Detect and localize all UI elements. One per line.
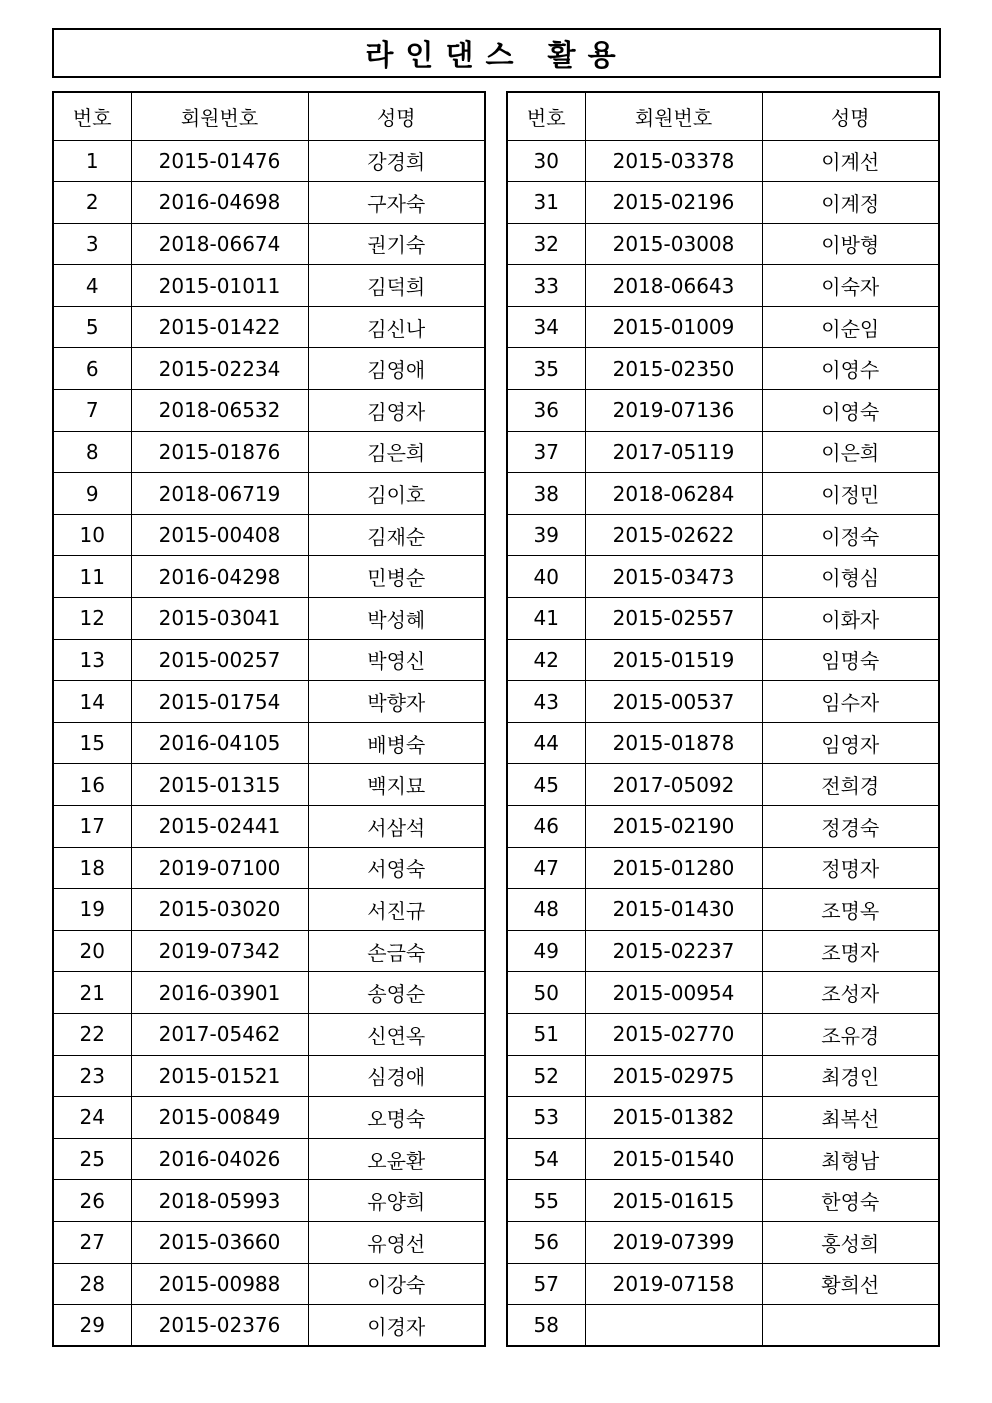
cell-no: 38 [507,473,585,515]
cell-name: 김영자 [308,390,485,432]
cell-member-id: 2015-01521 [131,1055,308,1097]
cell-name: 오명숙 [308,1097,485,1139]
cell-name: 서삼석 [308,806,485,848]
cell-name: 임수자 [762,681,939,723]
cell-name: 박영신 [308,639,485,681]
table-row [507,556,939,598]
cell-name: 조성자 [762,972,939,1014]
cell-no: 3 [53,223,131,265]
cell-member-id: 2016-04698 [131,182,308,224]
cell-no: 49 [507,930,585,972]
table-row [507,598,939,640]
table-row [53,1180,485,1222]
cell-no: 14 [53,681,131,723]
cell-no: 30 [507,140,585,182]
table-row [507,889,939,931]
cell-member-id: 2018-05993 [131,1180,308,1222]
cell-name: 이정민 [762,473,939,515]
cell-no: 22 [53,1013,131,1055]
cell-no: 36 [507,390,585,432]
cell-name: 조명자 [762,930,939,972]
cell-no: 58 [507,1305,585,1347]
cell-member-id [585,1305,762,1347]
cell-member-id: 2016-04105 [131,722,308,764]
cell-no: 31 [507,182,585,224]
cell-name: 한영숙 [762,1180,939,1222]
cell-no: 29 [53,1305,131,1347]
cell-no: 44 [507,722,585,764]
cell-no: 26 [53,1180,131,1222]
table-row [507,306,939,348]
cell-no: 56 [507,1221,585,1263]
cell-member-id: 2015-00849 [131,1097,308,1139]
cell-no: 33 [507,265,585,307]
cell-member-id: 2015-01878 [585,722,762,764]
table-row [507,431,939,473]
table-row [507,265,939,307]
cell-name: 김은희 [308,431,485,473]
table-row [53,1305,485,1347]
cell-member-id: 2015-01876 [131,431,308,473]
cell-no: 19 [53,889,131,931]
table-row [507,348,939,390]
table-row [53,1221,485,1263]
cell-no: 8 [53,431,131,473]
cell-name: 오윤환 [308,1138,485,1180]
header-no: 번호 [53,92,131,140]
table-row [507,972,939,1014]
cell-member-id: 2015-01615 [585,1180,762,1222]
cell-no: 41 [507,598,585,640]
cell-name: 김덕희 [308,265,485,307]
table-row [53,514,485,556]
cell-name: 서진규 [308,889,485,931]
cell-no: 39 [507,514,585,556]
cell-no: 12 [53,598,131,640]
cell-member-id: 2015-01382 [585,1097,762,1139]
cell-no: 18 [53,847,131,889]
cell-no: 6 [53,348,131,390]
document-title-box [52,28,941,78]
cell-name: 배병숙 [308,722,485,764]
cell-no: 54 [507,1138,585,1180]
cell-member-id: 2015-02196 [585,182,762,224]
cell-no: 17 [53,806,131,848]
cell-member-id: 2017-05462 [131,1013,308,1055]
table-row [53,847,485,889]
cell-member-id: 2015-01519 [585,639,762,681]
table-row [53,473,485,515]
cell-name: 이영수 [762,348,939,390]
cell-member-id: 2015-00537 [585,681,762,723]
cell-name: 김신나 [308,306,485,348]
table-row [53,806,485,848]
cell-member-id: 2015-01009 [585,306,762,348]
table-row [53,306,485,348]
header-member-id: 회원번호 [585,92,762,140]
cell-no: 5 [53,306,131,348]
cell-member-id: 2015-00257 [131,639,308,681]
cell-no: 51 [507,1013,585,1055]
cell-member-id: 2018-06532 [131,390,308,432]
table-row [507,1097,939,1139]
member-table-left [52,91,486,1347]
header-no: 번호 [507,92,585,140]
cell-name: 황희선 [762,1263,939,1305]
header-row [507,92,939,140]
table-row [53,1138,485,1180]
cell-member-id: 2018-06674 [131,223,308,265]
cell-no: 42 [507,639,585,681]
cell-no: 1 [53,140,131,182]
cell-name: 유양희 [308,1180,485,1222]
cell-name [762,1305,939,1347]
cell-name: 이계정 [762,182,939,224]
table-row [53,140,485,182]
table-row [507,1221,939,1263]
cell-member-id: 2019-07100 [131,847,308,889]
cell-member-id: 2015-03008 [585,223,762,265]
table-row [53,390,485,432]
cell-member-id: 2015-01422 [131,306,308,348]
cell-member-id: 2015-02350 [585,348,762,390]
cell-name: 이계선 [762,140,939,182]
table-row [507,140,939,182]
cell-member-id: 2019-07342 [131,930,308,972]
cell-member-id: 2019-07399 [585,1221,762,1263]
table-row [507,681,939,723]
cell-no: 43 [507,681,585,723]
table-row [53,930,485,972]
cell-no: 20 [53,930,131,972]
cell-member-id: 2015-01430 [585,889,762,931]
table-row [53,431,485,473]
cell-no: 40 [507,556,585,598]
cell-name: 김영애 [308,348,485,390]
table-row [507,847,939,889]
cell-member-id: 2015-00988 [131,1263,308,1305]
table-row [507,1138,939,1180]
cell-member-id: 2015-03660 [131,1221,308,1263]
cell-member-id: 2018-06284 [585,473,762,515]
cell-name: 송영순 [308,972,485,1014]
cell-member-id: 2018-06719 [131,473,308,515]
cell-name: 권기숙 [308,223,485,265]
cell-member-id: 2017-05119 [585,431,762,473]
table-row [507,806,939,848]
table-row [507,390,939,432]
cell-no: 32 [507,223,585,265]
table-row [507,722,939,764]
table-row [53,764,485,806]
cell-name: 이숙자 [762,265,939,307]
cell-name: 정명자 [762,847,939,889]
cell-member-id: 2016-04298 [131,556,308,598]
cell-name: 박향자 [308,681,485,723]
cell-member-id: 2018-06643 [585,265,762,307]
cell-name: 조유경 [762,1013,939,1055]
table-row [507,1055,939,1097]
cell-member-id: 2015-03041 [131,598,308,640]
table-row [53,1055,485,1097]
cell-name: 손금숙 [308,930,485,972]
table-row [507,223,939,265]
cell-name: 이정숙 [762,514,939,556]
table-row [507,1013,939,1055]
cell-name: 신연옥 [308,1013,485,1055]
cell-member-id: 2019-07136 [585,390,762,432]
header-member-id: 회원번호 [131,92,308,140]
cell-name: 이경자 [308,1305,485,1347]
cell-no: 7 [53,390,131,432]
cell-name: 김이호 [308,473,485,515]
cell-no: 23 [53,1055,131,1097]
cell-member-id: 2015-02770 [585,1013,762,1055]
cell-member-id: 2015-02190 [585,806,762,848]
cell-member-id: 2015-01280 [585,847,762,889]
cell-no: 37 [507,431,585,473]
cell-name: 김재순 [308,514,485,556]
cell-no: 9 [53,473,131,515]
table-row [53,639,485,681]
cell-no: 55 [507,1180,585,1222]
table-row [507,764,939,806]
table-row [53,556,485,598]
table-row [53,972,485,1014]
cell-member-id: 2015-02234 [131,348,308,390]
table-row [507,930,939,972]
table-row [507,514,939,556]
cell-member-id: 2015-01315 [131,764,308,806]
table-row [53,598,485,640]
cell-name: 이형심 [762,556,939,598]
table-row [507,1180,939,1222]
cell-name: 임명숙 [762,639,939,681]
cell-name: 이영숙 [762,390,939,432]
cell-member-id: 2015-00954 [585,972,762,1014]
cell-name: 최복선 [762,1097,939,1139]
header-name: 성명 [308,92,485,140]
cell-no: 27 [53,1221,131,1263]
cell-no: 10 [53,514,131,556]
cell-no: 57 [507,1263,585,1305]
cell-member-id: 2015-02237 [585,930,762,972]
cell-member-id: 2015-00408 [131,514,308,556]
document-title: 라인댄스 활용 [365,37,628,72]
cell-no: 45 [507,764,585,806]
cell-name: 최형남 [762,1138,939,1180]
table-row [53,1097,485,1139]
cell-name: 백지묘 [308,764,485,806]
cell-no: 2 [53,182,131,224]
cell-name: 이순임 [762,306,939,348]
cell-no: 15 [53,722,131,764]
table-row [53,722,485,764]
table-row [507,639,939,681]
cell-name: 심경애 [308,1055,485,1097]
cell-member-id: 2016-04026 [131,1138,308,1180]
cell-name: 최경인 [762,1055,939,1097]
cell-no: 16 [53,764,131,806]
table-row [507,182,939,224]
cell-name: 이강숙 [308,1263,485,1305]
cell-no: 24 [53,1097,131,1139]
cell-no: 47 [507,847,585,889]
table-row [53,1263,485,1305]
cell-member-id: 2019-07158 [585,1263,762,1305]
cell-name: 강경희 [308,140,485,182]
cell-name: 구자숙 [308,182,485,224]
cell-no: 35 [507,348,585,390]
cell-no: 13 [53,639,131,681]
table-row [53,265,485,307]
cell-member-id: 2015-01540 [585,1138,762,1180]
cell-no: 48 [507,889,585,931]
table-row [53,348,485,390]
cell-no: 53 [507,1097,585,1139]
cell-member-id: 2015-01011 [131,265,308,307]
table-row [507,1263,939,1305]
cell-no: 46 [507,806,585,848]
cell-member-id: 2015-01754 [131,681,308,723]
table-row [507,1305,939,1347]
cell-member-id: 2015-03473 [585,556,762,598]
cell-member-id: 2015-01476 [131,140,308,182]
cell-member-id: 2015-02557 [585,598,762,640]
cell-member-id: 2015-02975 [585,1055,762,1097]
cell-name: 전희경 [762,764,939,806]
cell-name: 홍성희 [762,1221,939,1263]
cell-member-id: 2015-02622 [585,514,762,556]
cell-name: 민병순 [308,556,485,598]
cell-member-id: 2015-03020 [131,889,308,931]
header-row [53,92,485,140]
table-row [53,182,485,224]
cell-no: 21 [53,972,131,1014]
cell-name: 임영자 [762,722,939,764]
cell-name: 박성혜 [308,598,485,640]
cell-no: 11 [53,556,131,598]
cell-no: 52 [507,1055,585,1097]
table-row [53,681,485,723]
cell-no: 4 [53,265,131,307]
cell-name: 이방형 [762,223,939,265]
cell-member-id: 2015-02376 [131,1305,308,1347]
cell-name: 유영선 [308,1221,485,1263]
cell-name: 정경숙 [762,806,939,848]
cell-name: 이은희 [762,431,939,473]
cell-member-id: 2016-03901 [131,972,308,1014]
table-row [507,473,939,515]
table-row [53,223,485,265]
cell-member-id: 2015-03378 [585,140,762,182]
cell-name: 이화자 [762,598,939,640]
header-name: 성명 [762,92,939,140]
cell-name: 조명옥 [762,889,939,931]
table-row [53,1013,485,1055]
cell-no: 25 [53,1138,131,1180]
member-table-right [506,91,940,1347]
cell-member-id: 2015-02441 [131,806,308,848]
cell-member-id: 2017-05092 [585,764,762,806]
cell-name: 서영숙 [308,847,485,889]
cell-no: 28 [53,1263,131,1305]
cell-no: 34 [507,306,585,348]
cell-no: 50 [507,972,585,1014]
table-row [53,889,485,931]
